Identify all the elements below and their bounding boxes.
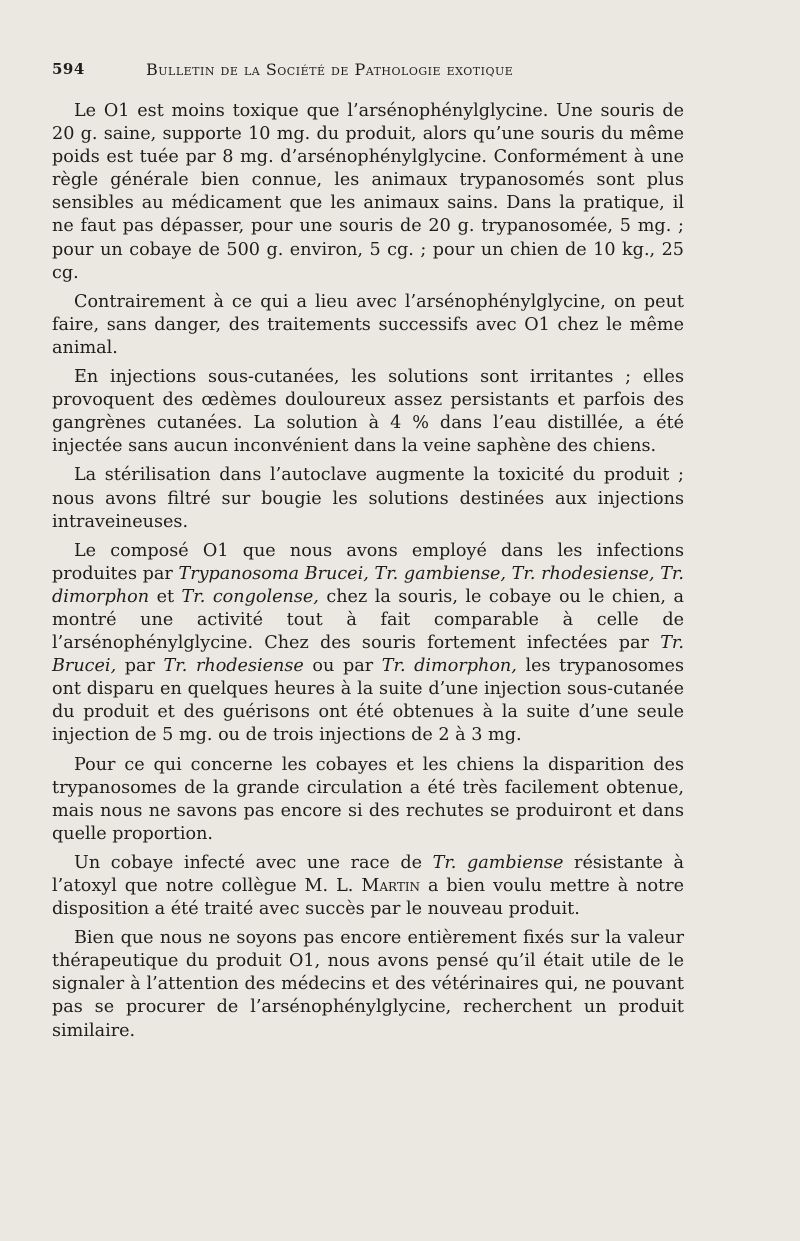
p5-text-a: Le composé O1 que nous avons employé dans les infections produites par (52, 540, 684, 584)
p7-author-name: Martin (361, 876, 421, 896)
paragraph-successive-treatments: Contrairement à ce qui a lieu avec l’arsénophénylglycine, on peut faire, sans danger, des traitements successifs avec O1 chez le même animal. (52, 291, 684, 358)
paragraph-subcutaneous-injections: En injections sous-cutanées, les solutions sont irritantes ; elles provoquent des œdèmes douloureux assez persistants et parfois des gangrènes cutanées. La solution à 4 % dans l’eau distillée, a été injectée sans aucun inconvénient dans la veine saphène des chiens. (52, 367, 684, 457)
body-text (52, 100, 684, 1043)
p5-species-dimorphon: Tr. dimorphon, (381, 656, 517, 677)
p5-text-e: ou par (303, 656, 382, 677)
p5-text-b: et (149, 586, 182, 607)
p5-species-list: Trypanosoma Brucei, Tr. gambiense, Tr. rhodesiense, Tr. dimorphon (52, 563, 684, 607)
p7-text-a: Un cobaye infecté avec une race de (74, 852, 433, 873)
running-title: Bulletin de la Société de Pathologie exotique (146, 60, 514, 79)
paragraph-resistant-strain (52, 852, 684, 921)
p5-species-rhodesiense: Tr. rhodesiense (163, 656, 304, 677)
paragraph-conclusion: Bien que nous ne soyons pas encore entièrement fixés sur la valeur thérapeutique du produit O1, nous avons pensé qu’il était utile de le signaler à l’attention des médecins et des vétérinaires qui, ne pouvant pas se procurer de l’arsénophénylglycine, recherchent un produit similaire. (52, 928, 684, 1041)
page-number: 594 (52, 60, 85, 78)
paragraph-guinea-pigs-dogs: Pour ce qui concerne les cobayes et les chiens la disparition des trypanosomes de la grande circulation a été très facilement obtenue, mais nous ne savons pas encore si des rechutes se produiront et dans quelle proportion. (52, 754, 684, 844)
paragraph-toxicity: Le O1 est moins toxique que l’arsénophénylglycine. Une souris de 20 g. saine, supporte 10 mg. du produit, alors qu’une souris du même poids est tuée par 8 mg. d’arsénophénylglycine. Conformément à une règle générale bien connue, les animaux trypanosomés sont plus sensibles au médicament que les animaux sains. Dans la pratique, il ne faut pas dépasser, pour une souris de 20 g. trypanosomée, 5 mg. ; pour un cobaye de 500 g. environ, 5 cg. ; pour un chien de 10 kg., 25 cg. (52, 101, 684, 283)
p7-text-c: a bien voulu mettre à notre disposition a été traité avec succès par le nouveau produit. (52, 876, 684, 920)
p5-species-brucei: Tr. Brucei, (52, 633, 684, 677)
page-header (52, 60, 732, 90)
p5-species-congolense: Tr. congolense, (181, 586, 319, 607)
p5-text-c: chez la souris, le cobaye ou le chien, a montré une activité tout à fait comparable à celle de l’arsénophénylglycine. Chez des souris fortement infectées par (52, 586, 684, 654)
p5-text-f: les trypanosomes ont disparu en quelques heures à la suite d’une injection sous-cutanée du produit et des guérisons ont été obtenues à la suite d’une seule injection de 5 mg. ou de trois injections de 2 à 3 mg. (52, 656, 684, 746)
paragraph-sterilisation: La stérilisation dans l’autoclave augmente la toxicité du produit ; nous avons filtré sur bougie les solutions destinées aux injections intraveineuses. (52, 465, 684, 532)
p5-text-d: par (116, 656, 164, 677)
p7-text-b: résistante à l’atoxyl que notre collègue M. L. (52, 852, 684, 896)
p7-species-gambiense: Tr. gambiense (432, 852, 564, 873)
paragraph-activity (52, 540, 684, 748)
